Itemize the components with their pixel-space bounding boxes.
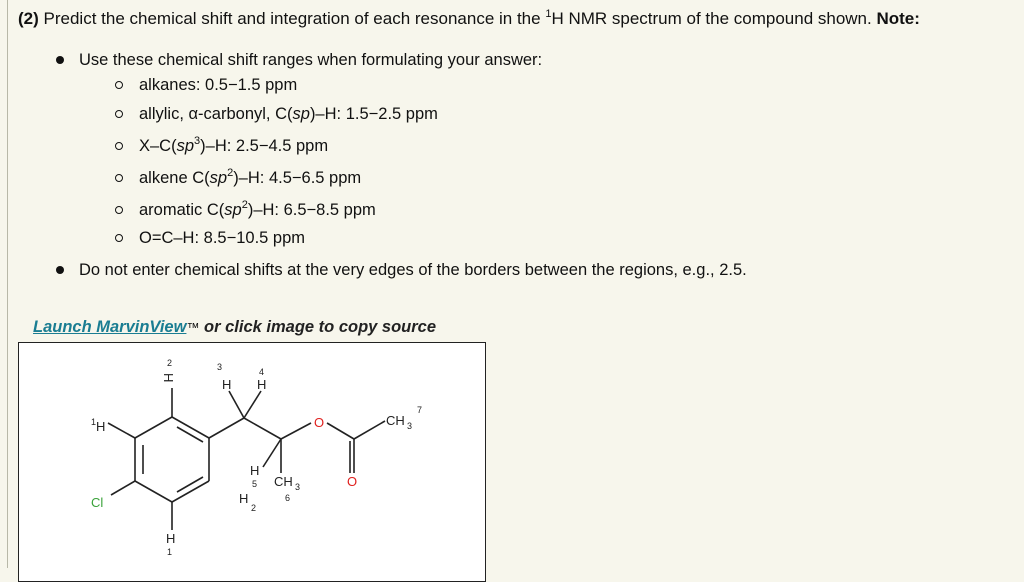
bullet-icon	[56, 56, 64, 64]
circle-bullet-icon	[115, 110, 123, 118]
question-body-2: H NMR spectrum of the compound shown.	[551, 9, 877, 28]
label-h4: H	[257, 377, 267, 392]
molecule-image[interactable]	[18, 342, 486, 582]
launch-marvinview-link[interactable]: Launch MarvinView	[33, 318, 187, 336]
tm-mark: ™	[186, 320, 200, 335]
label-n2-top: 2	[167, 358, 173, 368]
launch-line	[33, 318, 436, 337]
question-number: (2)	[18, 9, 39, 28]
bullet-ranges-intro: Use these chemical shift ranges when formulating your answer:	[79, 51, 543, 69]
range-text: alkanes: 0.5−1.5 ppm	[139, 76, 298, 94]
label-h3: H	[222, 377, 232, 392]
label-o-carbonyl: O	[347, 474, 358, 489]
question-body: Predict the chemical shift and integration of each resonance in the	[38, 9, 546, 28]
bullet-icon	[56, 266, 64, 274]
range-text: aromatic C(	[139, 201, 225, 219]
question-text	[18, 8, 1018, 30]
range-allylic	[139, 103, 438, 125]
label-cl: Cl	[91, 495, 104, 510]
label-n6: 6	[285, 493, 291, 503]
range-italic: sp	[292, 105, 310, 123]
label-ch6: CH	[274, 474, 293, 489]
atom-labels	[91, 358, 422, 557]
range-italic: sp	[224, 201, 242, 219]
range-x-csp3	[139, 135, 328, 157]
label-n7: 7	[417, 405, 423, 415]
range-aldehyde	[139, 227, 305, 249]
label-n3: 3	[217, 362, 223, 372]
label-n1-bottom: 1	[167, 547, 173, 557]
note-label: Note:	[876, 9, 920, 28]
launch-hint: or click image to copy source	[199, 318, 437, 336]
range-text: X–C(	[139, 137, 177, 155]
range-alkene	[139, 167, 361, 189]
label-n4: 4	[259, 367, 265, 377]
range-text: )–H: 1.5−2.5 ppm	[309, 105, 438, 123]
label-h5: H	[250, 463, 260, 478]
circle-bullet-icon	[115, 142, 123, 150]
left-rule	[7, 0, 8, 568]
label-n1: 1	[91, 417, 97, 427]
label-o-ester: O	[314, 415, 325, 430]
range-text: alkene C(	[139, 169, 210, 187]
range-text: )–H: 6.5−8.5 ppm	[247, 201, 376, 219]
range-sup: 2	[227, 167, 234, 179]
range-text: O=C–H: 8.5−10.5 ppm	[139, 229, 306, 247]
circle-bullet-icon	[115, 206, 123, 214]
circle-bullet-icon	[115, 81, 123, 89]
range-text: allylic, α-carbonyl, C(	[139, 105, 293, 123]
circle-bullet-icon	[115, 174, 123, 182]
label-h2-top: H	[161, 373, 176, 383]
label-ch7: CH	[386, 413, 405, 428]
label-h1-bottom: H	[166, 531, 176, 546]
label-h2-bottom: H	[239, 491, 249, 506]
label-h1: H	[96, 419, 106, 434]
bonds	[108, 388, 385, 530]
molecule-structure	[19, 343, 487, 569]
label-ch6-sub: 3	[295, 482, 301, 492]
label-ch7-sub: 3	[407, 421, 413, 431]
range-sup: 2	[241, 199, 248, 211]
range-italic: sp	[176, 137, 195, 155]
range-italic: sp	[209, 169, 228, 187]
range-text: )–H: 2.5−4.5 ppm	[200, 137, 329, 155]
label-n5: 5	[252, 479, 258, 489]
label-n2-bottom: 2	[251, 503, 257, 513]
range-alkanes	[139, 74, 297, 96]
superscript-1: 1	[545, 8, 552, 20]
bullet-edges-note: Do not enter chemical shifts at the very edges of the borders between the regions, e.g., 2.5.	[79, 261, 747, 279]
range-sup: 3	[194, 135, 201, 147]
range-aromatic	[139, 199, 376, 221]
circle-bullet-icon	[115, 234, 123, 242]
range-text: )–H: 4.5−6.5 ppm	[233, 169, 362, 187]
